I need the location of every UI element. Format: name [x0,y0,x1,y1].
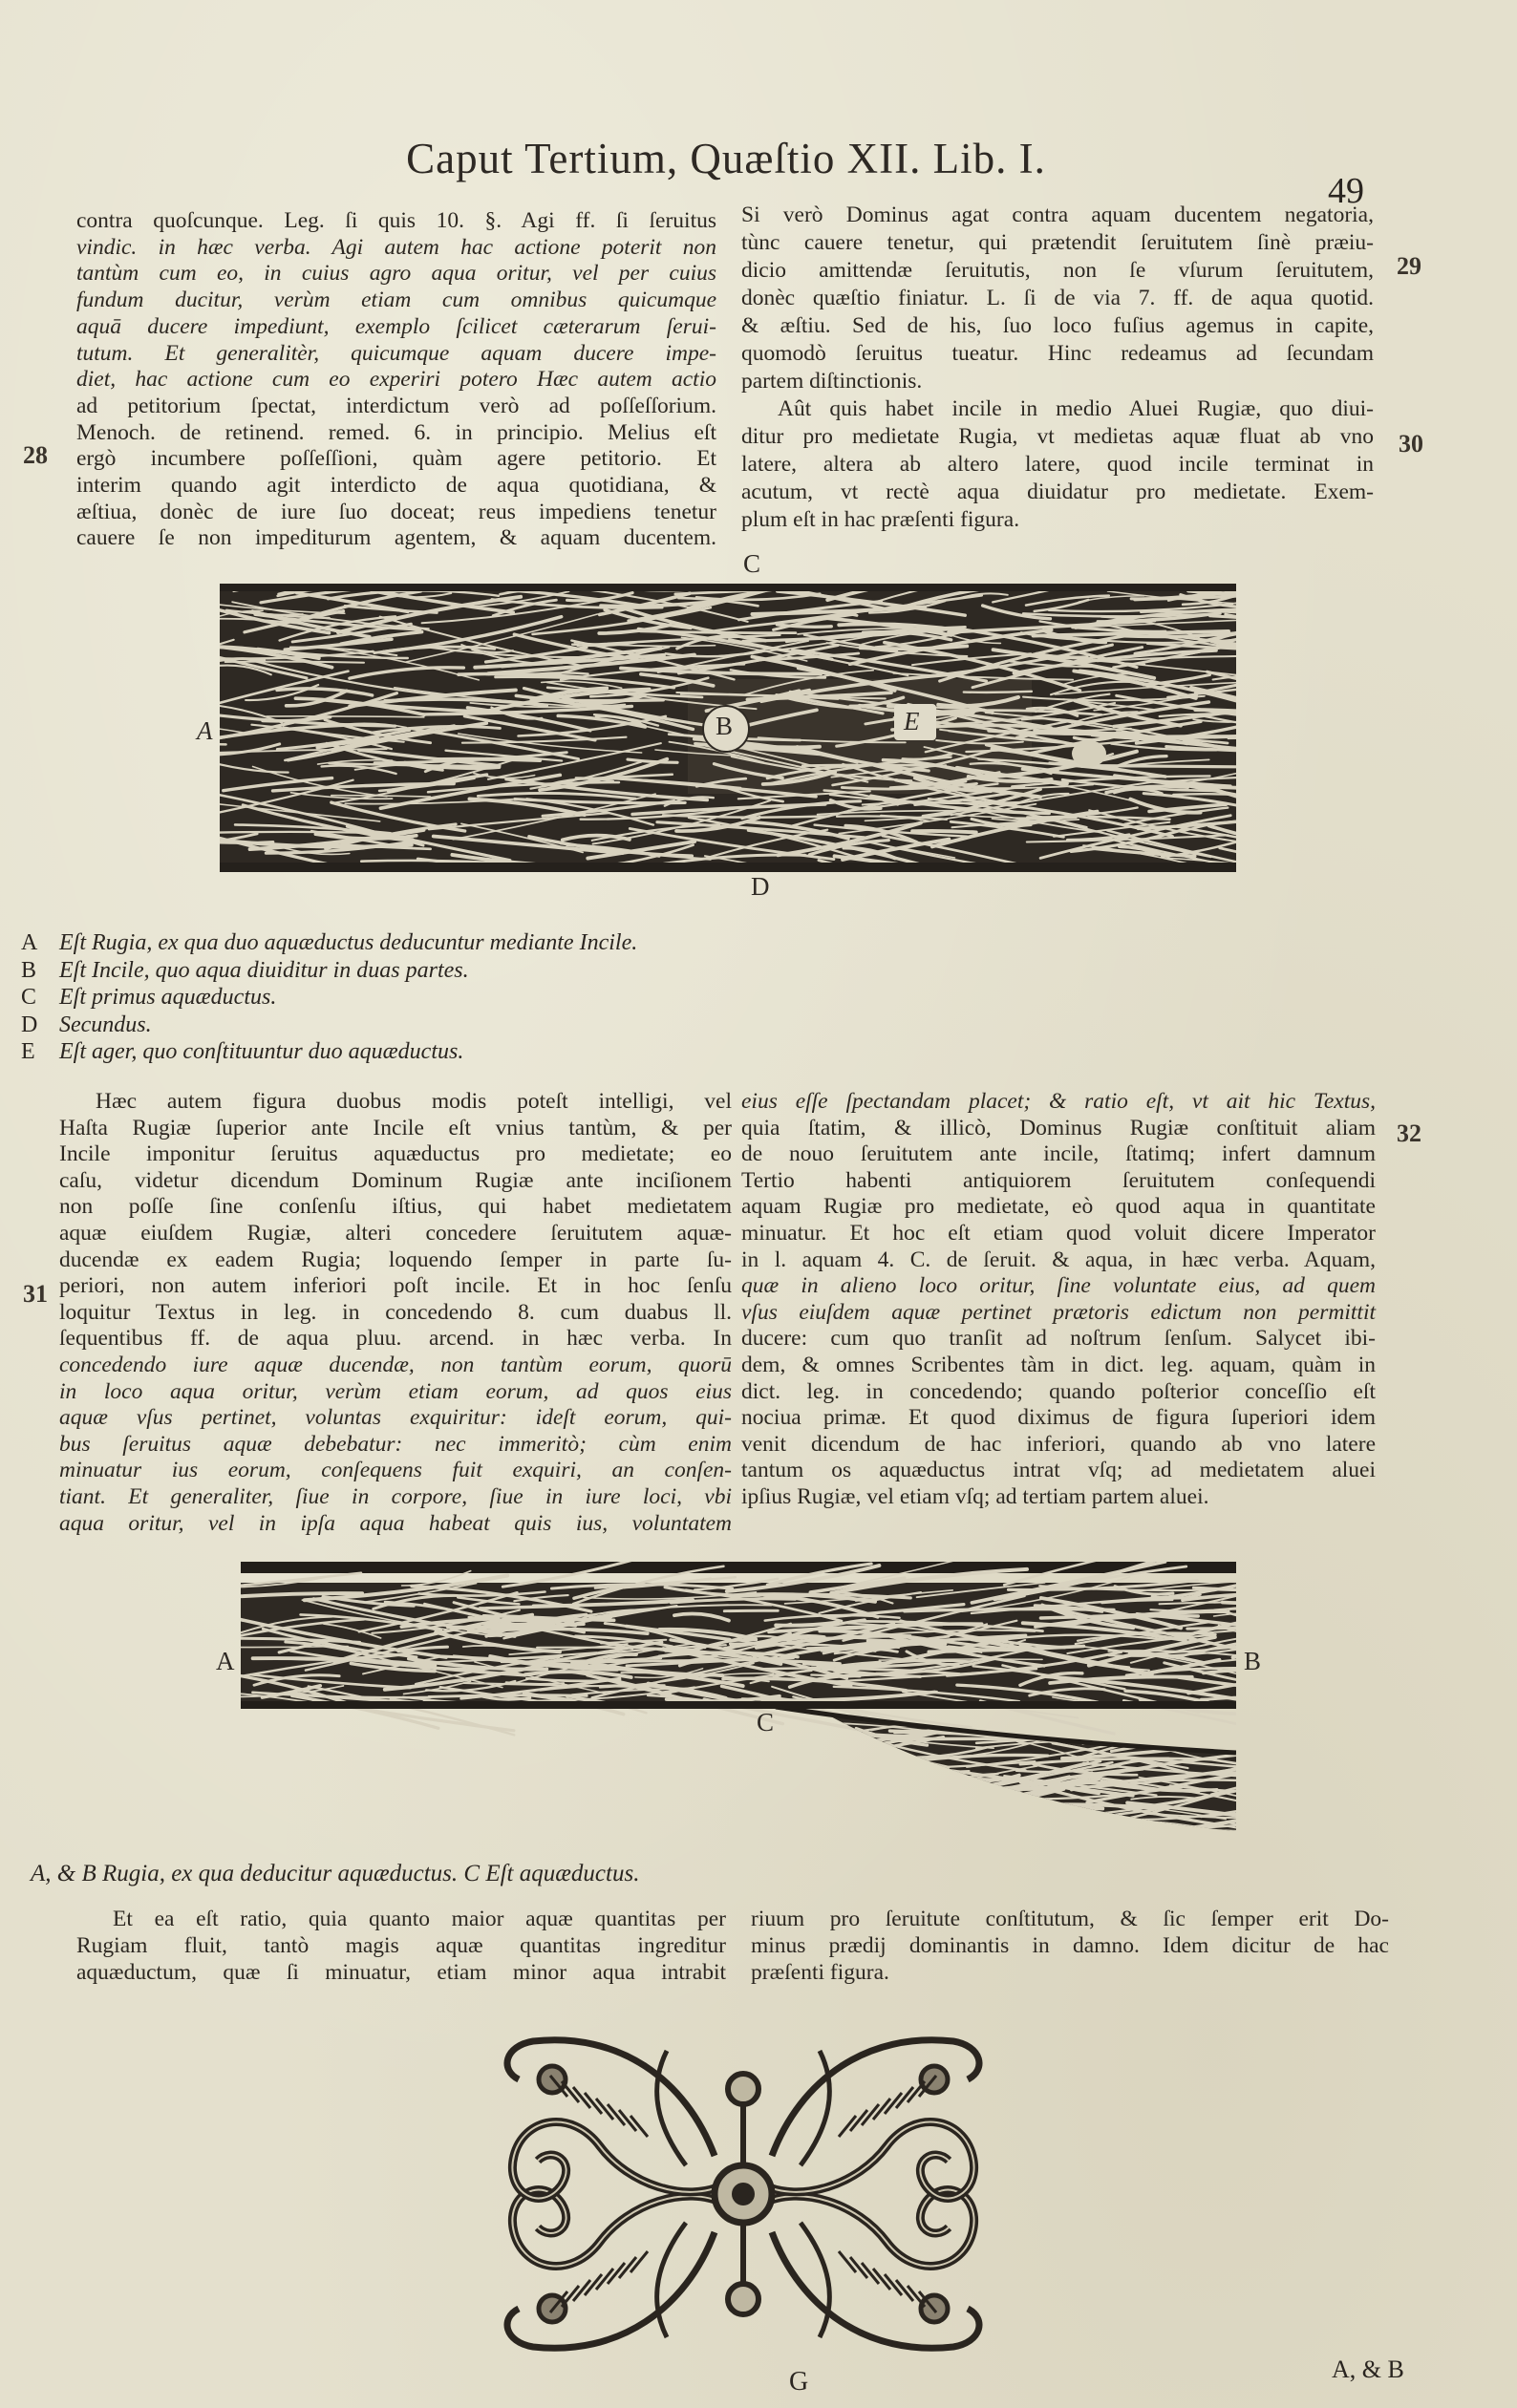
woodcut-hatch-stroke [851,1772,977,1794]
woodcut-hatch-stroke [1122,1727,1236,1730]
text-line: de nouo ſeruitutem ante incile, ſtatimq; infert damnum [741,1141,1376,1167]
text-line: in l. aquam 4. C. de ſeruit. & aqua, in hæc verba. Aquam, [741,1247,1376,1272]
text-line: dicio amittendæ ſeruitutis, non ſe vſurum ſeruitutem, [741,258,1374,283]
text-line: minus prædij dominantis in damno. Idem dicitur de hac [751,1933,1389,1958]
legend-letter: E [21,1039,35,1064]
woodcut-hatch-stroke [909,1715,1028,1719]
text-line: quomodò ſeruitus tueatur. Hinc redeamus ad ſecundam [741,341,1374,366]
margin-number-32: 32 [1397,1119,1421,1147]
woodcut-hatch-stroke [1079,1831,1191,1839]
running-title: Caput Tertium, Quæſtio XII. Lib. I. [406,135,1046,182]
text-line: Si verò Dominus agat contra aquam ducentem negatoria, [741,202,1374,227]
text-line: minuatur. Et hoc eſt etiam quod voluit dicere Imperator [741,1221,1376,1246]
legend-item [21,958,469,984]
text-line: ad petitorium ſpectat, interdictum verò ad poſſeſſorium. [76,393,716,418]
legend-text: Eſt Incile, quo aqua diuiditur in duas partes. [59,957,469,983]
text-line: diet, hac actione cum eo experiri potero Hæc autem actio [76,367,716,393]
text-line: in loco aqua oritur, verùm etiam eorum, ad quos eius [59,1378,732,1404]
text-line: tiant. Et generaliter, ſiue in corpore, ſiue in iure loci, vbi [59,1484,732,1509]
legend-letter: A [21,930,38,955]
woodcut-hatch-stroke [1025,1810,1083,1818]
woodcut-hatch-stroke [950,1789,1064,1816]
woodcut-hatch-stroke [1229,1725,1236,1747]
text-line: aquæ eiuſdem Rugiæ, alteri concedere ſeruitutem aquæ- [59,1221,732,1246]
legend-text: Eſt ager, quo conſtituuntur duo aquæductus. [59,1039,464,1064]
figure2-label-c: C [757,1708,775,1737]
woodcut-figure-aqueduct-branch [241,1562,1236,1839]
woodcut-hatch-stroke [887,1833,1019,1837]
woodcut-hatch-stroke [1004,1814,1103,1832]
woodcut-hatch-stroke [220,832,374,833]
figure2-caption: A, & B Rugia, ex qua deducitur aquæductus. C Eſt aquæductus. [31,1861,640,1886]
text-line: ſequentibus ff. de aqua pluu. arcend. in hæc verba. In [59,1326,732,1352]
text-line: ditur pro medietate Rugia, vt medietas aquæ fluat ab vno [741,424,1374,449]
woodcut-hatch-stroke [914,1809,1033,1822]
text-line: ipſius Rugiæ, vel etiam vſq; ad tertiam partem aluei. [741,1484,1209,1509]
figure2-label-b: B [1244,1647,1262,1675]
woodcut-hatch-stroke [912,831,976,833]
woodcut-hatch-stroke [1165,1829,1236,1834]
woodcut-hatch-stroke [929,1828,994,1839]
legend-letter: D [21,1012,38,1037]
text-line: bus ſeruitus aquæ debebatur: nec immeritò; cùm enim [59,1431,732,1457]
woodcut-hatch-stroke [827,1778,908,1788]
woodcut-hatch-stroke [1126,1732,1192,1738]
acanthus-leaf [772,2040,979,2156]
woodcut-hatch-stroke [924,1814,978,1824]
legend-text: Secundus. [59,1012,152,1037]
text-line: plum eſt in hac præſenti figura. [741,507,1020,532]
text-line: loquitur Textus in leg. in concedendo 8. cum duabus ll. [59,1299,732,1325]
text-line: Rugiam fluit, tantò magis aquæ quantitas ingreditur [76,1933,726,1958]
text-line: vindic. in hæc verba. Agi autem hac actione poterit non [76,234,716,260]
woodcut-hatch-stroke [1023,1833,1203,1839]
figure1-label-a: A [197,716,213,745]
woodcut-hatch-stroke [838,1815,973,1839]
text-line: aquam Rugiæ pro medietate, eò quod aqua in quantitate [741,1194,1376,1220]
margin-number-29: 29 [1397,252,1421,280]
text-line: tutum. Et generalitèr, quicumque aquam ducere impe- [76,340,716,366]
light-spot [1072,740,1106,767]
woodcut-hatch-stroke [1021,1816,1101,1828]
legend-item [21,930,637,956]
floral-ornament-tailpiece [491,2023,995,2365]
text-line: dem, & omnes Scribentes tàm in dict. leg. aquam, quàm in [741,1353,1376,1377]
woodcut-hatch-stroke [1108,1836,1236,1839]
text-line: & æſtiu. Sed de his, ſuo loco fuſius agemus in capite, [741,313,1374,338]
bottom-border [220,863,1236,872]
text-line: vſus eiuſdem aquæ pertinet prætoris edictum non permittit [741,1299,1376,1325]
text-line: Incile imponitur ſeruitus aquæductus pro medietate; eo [59,1141,732,1167]
text-line: dict. leg. in concedendo; quando poſterior conceſſio eſt [741,1378,1376,1404]
text-line: Haſta Rugiæ ſuperior ante Incile eſt vnius tantùm, & per [59,1115,732,1140]
text-line: Et ea eſt ratio, quia quanto maior aquæ quantitas per [113,1907,726,1931]
woodcut-hatch-stroke [816,1780,912,1802]
lower-bank-line [241,1701,1236,1709]
text-line: latere, altera ab altero latere, quod incile terminat in [741,452,1374,477]
text-line: concedendo iure aquæ ducendæ, non tantùm eorum, quorū [59,1353,732,1377]
text-line: eius eſſe ſpectandam placet; & ratio eſt, vt ait hic Textus, [741,1089,1376,1114]
text-line: aquæductum, quæ ſi minuatur, etiam minor aqua intrabit [76,1960,726,1985]
woodcut-hatch-stroke [1063,1733,1225,1735]
woodcut-hatch-stroke [799,1787,866,1801]
woodcut-hatch-stroke [818,1804,975,1828]
woodcut-hatch-stroke [834,1781,953,1785]
legend-text: Eſt Rugia, ex qua duo aquæductus deducuntur mediante Incile. [59,930,638,955]
text-line: æſtiua, donèc de iure ſuo doceat; reus impediens tenetur [76,499,716,524]
leaf-vein [801,2223,829,2337]
woodcut-hatch-stroke [869,1803,961,1813]
woodcut-hatch-stroke [1146,1715,1236,1731]
text-line: Menoch. de retinend. remed. 6. in principio. Melius eſt [76,419,716,445]
text-line: tùnc cauere tenetur, qui prætendit ſeruitutem ſinè præiu- [741,230,1374,255]
bottom-rosette [728,2284,758,2314]
rosette-center [732,2183,755,2206]
woodcut-hatch-stroke [1186,1833,1236,1839]
figure1-label-e: E [904,707,920,735]
figure1-label-c: C [743,549,761,578]
text-line: tantum os aquæductus intrat vſq; ad medietatem aluei [741,1458,1376,1483]
woodcut-hatch-stroke [535,700,664,701]
text-line: ducendæ ex eadem Rugia; loquendo ſemper in parte ſu- [59,1247,732,1272]
text-line: donèc quæſtio finiatur. L. ſi de via 7. ff. de aqua quotid. [741,286,1374,310]
text-line: ergò incumbere poſſeſſioni, quàm agere petitorio. Et [76,446,716,472]
text-line: ducere: cum quo tranſit ad noſtrum ſenſum. Salycet ibi- [741,1326,1376,1352]
signature-mark: G [789,2367,809,2397]
woodcut-hatch-stroke [823,1785,995,1807]
text-line: aquæ vſus pertinet, voluntas exquiritur: ideſt eorum, qui- [59,1405,732,1431]
woodcut-hatch-stroke [821,1758,890,1771]
text-line: periori, non autem inferiori poſt incile. Et in hoc ſenſu [59,1273,732,1299]
margin-number-31: 31 [23,1280,48,1308]
text-line: quæ in alieno loco oritur, ſine voluntate eius, ad quem [741,1273,1376,1299]
text-line: acutum, vt rectè aqua diuidatur pro medietate. Exem- [741,479,1374,504]
woodcut-hatch-stroke [1134,1725,1236,1731]
legend-item [21,1039,463,1065]
text-line: Tertio habenti antiquiorem ſeruitutem conſequendi [741,1167,1376,1193]
text-line: interim quando agit interdicto de aqua quotidiana, & [76,473,716,498]
text-line: aqua oritur, vel in ipſa aqua habeat quis ius, voluntatem [59,1510,732,1536]
woodcut-hatch-stroke [801,1783,980,1798]
woodcut-hatch-stroke [802,765,939,766]
woodcut-hatch-stroke [910,1812,1000,1827]
acanthus-leaf [507,2040,715,2156]
text-line: caſu, videtur dicendum Dominum Rugiæ ante inciſionem [59,1167,732,1193]
text-line: minuatur ius eorum, conſequens fuit exquiri, an conſen- [59,1458,732,1483]
text-line: contra quoſcunque. Leg. ſi quis 10. §. Agi ff. ſi ſeruitus [76,208,716,233]
legend-letter: C [21,985,37,1010]
figure1-label-b: B [716,712,734,740]
figure1-label-d: D [751,872,770,901]
top-rosette [728,2074,758,2104]
legend-item [21,985,276,1011]
woodcut-hatch-stroke [883,1817,1074,1823]
woodcut-hatch-stroke [780,1753,830,1758]
woodcut-hatch-stroke [1171,1725,1229,1732]
woodcut-hatch-stroke [976,1834,1145,1839]
woodcut-hatch-stroke [1187,1628,1236,1629]
text-line: nociua primæ. Et quod diximus de figura ſuperiori idem [741,1405,1376,1431]
text-line: fundum ducitur, verùm etiam cum omnibus quicumque [76,288,716,313]
legend-letter: B [21,957,37,983]
text-line: riuum pro ſeruitute conſtitutum, & ſic ſemper erit Do- [751,1907,1389,1931]
woodcut-hatch-stroke [842,1777,944,1787]
text-line: tantùm cum eo, in cuius agro aqua oritur, vel per cuius [76,261,716,287]
margin-number-30: 30 [1399,430,1423,458]
page-number: 49 [1328,171,1364,211]
acanthus-leaf [507,2232,715,2348]
woodcut-hatch-stroke [225,662,364,663]
leaf-vein [801,2051,829,2165]
woodcut-hatch-stroke [899,1837,1085,1839]
text-line: venit dicendum de hac inferiori, quando ab vno latere [741,1431,1376,1457]
woodcut-hatch-stroke [816,1778,1018,1779]
text-line: non poſſe ſine conſenſu iſtius, qui habet medietatem [59,1194,732,1220]
top-border [220,584,1236,591]
woodcut-hatch-stroke [849,1812,1002,1819]
text-line: partem diſtinctionis. [741,369,923,394]
text-line: præſenti figura. [751,1960,889,1985]
text-line: aquā ducere impediunt, exemplo ſcilicet cæterarum ſerui- [76,313,716,339]
figure2-label-a: A [216,1647,235,1675]
ornament-group [507,2040,979,2349]
legend-item [21,1012,152,1038]
text-line: cauere ſe non impediturum agentem, & aquam ducentem. [76,525,716,551]
text-line: quia ſtatim, & illicò, Dominus Rugiæ conſtituit aliam [741,1115,1376,1140]
catchword: A, & B [1332,2355,1404,2383]
woodcut-hatch-stroke [964,692,1032,693]
woodcut-hatch-stroke [814,1750,891,1763]
acanthus-leaf [772,2232,979,2348]
margin-number-28: 28 [23,441,48,469]
leaf-vein [657,2223,686,2337]
woodcut-hatch-stroke [790,1837,985,1839]
woodcut-hatch-stroke [814,1817,865,1826]
woodcut-hatch-stroke [857,1802,943,1818]
text-line: Hæc autem figura duobus modis poteſt intelligi, vel [96,1089,732,1114]
woodcut-hatch-stroke [887,1771,969,1778]
legend-text: Eſt primus aquæductus. [59,985,277,1010]
leaf-vein [657,2051,686,2165]
text-line: Aût quis habet incile in medio Aluei Rugiæ, quo diui- [778,396,1374,421]
